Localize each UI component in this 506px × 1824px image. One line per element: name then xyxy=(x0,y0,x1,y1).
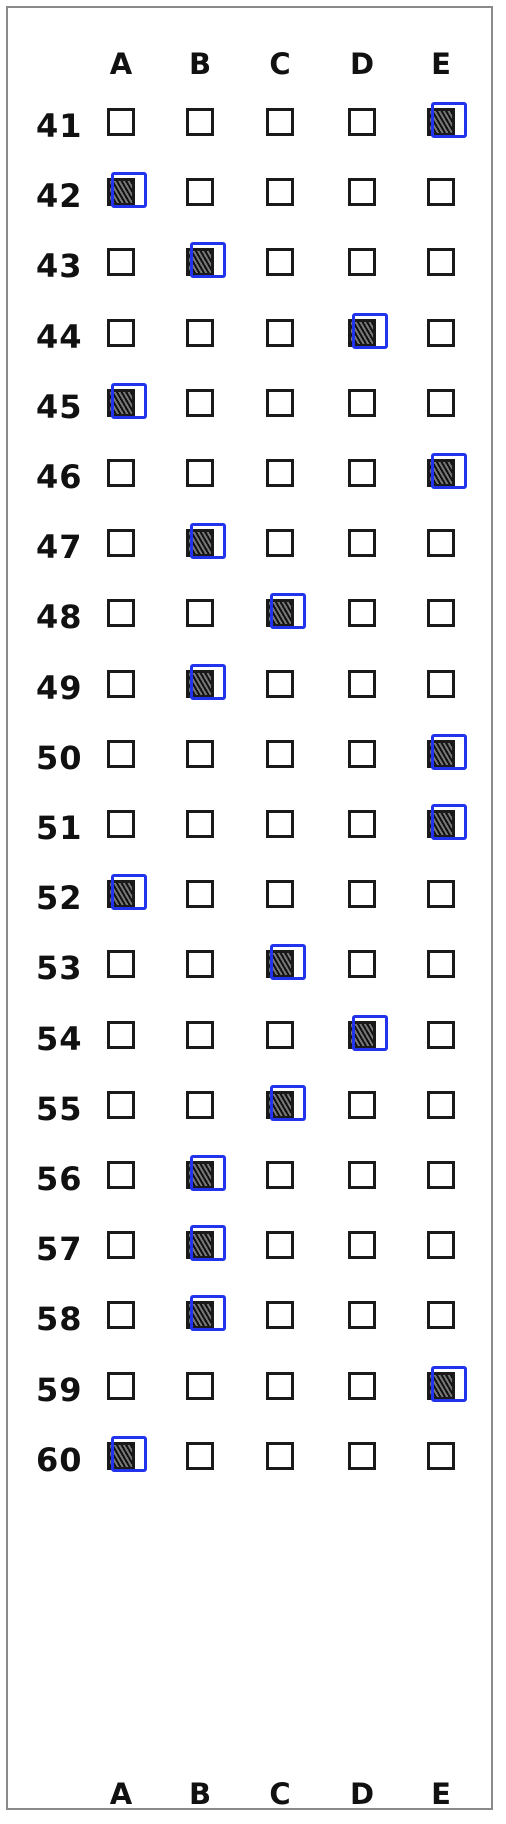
answer-bubble-e[interactable] xyxy=(427,319,455,347)
answer-bubble-b[interactable] xyxy=(186,1442,214,1470)
answer-bubble-e[interactable] xyxy=(427,529,455,557)
question-row xyxy=(0,1009,506,1069)
answer-bubble-b[interactable] xyxy=(186,1021,214,1049)
answer-bubble-e[interactable] xyxy=(427,950,455,978)
answer-bubble-a[interactable] xyxy=(107,740,135,768)
answer-bubble-d[interactable] xyxy=(348,178,376,206)
question-number: 59 xyxy=(36,1370,83,1409)
answer-bubble-b[interactable] xyxy=(186,389,214,417)
answer-bubble-d[interactable] xyxy=(348,1301,376,1329)
answer-bubble-c[interactable] xyxy=(266,810,294,838)
answer-bubble-c[interactable] xyxy=(266,389,294,417)
answer-bubble-e[interactable] xyxy=(427,740,455,768)
question-row xyxy=(0,1149,506,1209)
answer-bubble-e[interactable] xyxy=(427,389,455,417)
answer-bubble-b[interactable] xyxy=(186,529,214,557)
question-number: 42 xyxy=(36,177,83,216)
answer-bubble-e[interactable] xyxy=(427,1301,455,1329)
answer-bubble-a[interactable] xyxy=(107,459,135,487)
question-row xyxy=(0,377,506,437)
column-label-e: E xyxy=(431,1777,451,1811)
question-row xyxy=(0,1430,506,1490)
question-row xyxy=(0,447,506,507)
answer-bubble-b[interactable] xyxy=(186,670,214,698)
answer-bubble-a[interactable] xyxy=(107,950,135,978)
answer-bubble-b[interactable] xyxy=(186,740,214,768)
answer-bubble-e[interactable] xyxy=(427,810,455,838)
answer-bubble-e[interactable] xyxy=(427,1442,455,1470)
column-label-c: C xyxy=(269,1777,291,1811)
question-row xyxy=(0,587,506,647)
answer-bubble-d[interactable] xyxy=(348,389,376,417)
answer-bubble-b[interactable] xyxy=(186,459,214,487)
answer-bubble-e[interactable] xyxy=(427,459,455,487)
answer-bubble-d[interactable] xyxy=(348,810,376,838)
answer-bubble-e[interactable] xyxy=(427,599,455,627)
answer-bubble-b[interactable] xyxy=(186,108,214,136)
answer-bubble-c[interactable] xyxy=(266,1091,294,1119)
answer-bubble-b[interactable] xyxy=(186,1231,214,1259)
question-number: 60 xyxy=(36,1440,83,1479)
answer-bubble-a[interactable] xyxy=(107,1091,135,1119)
answer-bubble-b[interactable] xyxy=(186,880,214,908)
answer-bubble-a[interactable] xyxy=(107,389,135,417)
question-row xyxy=(0,658,506,718)
answer-bubble-a[interactable] xyxy=(107,1021,135,1049)
column-label-a: A xyxy=(109,1777,133,1811)
question-row xyxy=(0,938,506,998)
answer-bubble-b[interactable] xyxy=(186,1301,214,1329)
answer-bubble-a[interactable] xyxy=(107,319,135,347)
answer-bubble-d[interactable] xyxy=(348,1091,376,1119)
question-number: 51 xyxy=(36,809,83,847)
column-label-e: E xyxy=(431,47,451,81)
answer-bubble-c[interactable] xyxy=(266,1301,294,1329)
answer-bubble-d[interactable] xyxy=(348,1231,376,1259)
question-number: 56 xyxy=(36,1160,83,1198)
answer-bubble-c[interactable] xyxy=(266,1161,294,1189)
question-number: 41 xyxy=(36,107,83,145)
answer-bubble-e[interactable] xyxy=(427,248,455,276)
question-number: 55 xyxy=(36,1089,83,1128)
column-label-b: B xyxy=(188,47,212,81)
answer-bubble-d[interactable] xyxy=(348,950,376,978)
answer-bubble-d[interactable] xyxy=(348,108,376,136)
answer-bubble-b[interactable] xyxy=(186,178,214,206)
answer-bubble-c[interactable] xyxy=(266,319,294,347)
answer-bubble-e[interactable] xyxy=(427,1231,455,1259)
question-row xyxy=(0,1079,506,1139)
answer-bubble-a[interactable] xyxy=(107,1231,135,1259)
answer-bubble-d[interactable] xyxy=(348,599,376,627)
answer-bubble-c[interactable] xyxy=(266,178,294,206)
answer-bubble-c[interactable] xyxy=(266,248,294,276)
question-number: 43 xyxy=(36,247,83,286)
answer-bubble-b[interactable] xyxy=(186,599,214,627)
question-number: 52 xyxy=(36,879,83,918)
answer-bubble-c[interactable] xyxy=(266,880,294,908)
answer-bubble-d[interactable] xyxy=(348,248,376,276)
question-number: 45 xyxy=(36,387,83,426)
column-label-b: B xyxy=(188,1777,212,1811)
question-row xyxy=(0,307,506,367)
answer-bubble-a[interactable] xyxy=(107,880,135,908)
answer-bubble-c[interactable] xyxy=(266,1372,294,1400)
answer-bubble-a[interactable] xyxy=(107,1372,135,1400)
answer-bubble-d[interactable] xyxy=(348,880,376,908)
question-row xyxy=(0,96,506,156)
answer-bubble-c[interactable] xyxy=(266,950,294,978)
answer-bubble-a[interactable] xyxy=(107,1301,135,1329)
question-row xyxy=(0,166,506,226)
question-number: 48 xyxy=(36,598,83,637)
answer-bubble-a[interactable] xyxy=(107,670,135,698)
answer-bubble-d[interactable] xyxy=(348,1372,376,1400)
answer-bubble-a[interactable] xyxy=(107,599,135,627)
question-row xyxy=(0,236,506,296)
answer-bubble-e[interactable] xyxy=(427,108,455,136)
question-number: 46 xyxy=(36,458,83,496)
question-row xyxy=(0,798,506,858)
answer-bubble-a[interactable] xyxy=(107,529,135,557)
question-number: 50 xyxy=(36,738,83,777)
question-number: 57 xyxy=(36,1230,83,1269)
answer-bubble-d[interactable] xyxy=(348,670,376,698)
answer-bubble-c[interactable] xyxy=(266,599,294,627)
answer-bubble-a[interactable] xyxy=(107,1161,135,1189)
answer-bubble-b[interactable] xyxy=(186,248,214,276)
answer-bubble-a[interactable] xyxy=(107,1442,135,1470)
column-label-d: D xyxy=(349,47,375,81)
question-row xyxy=(0,728,506,788)
question-row xyxy=(0,517,506,577)
question-number: 49 xyxy=(36,668,83,707)
column-label-c: C xyxy=(269,47,291,81)
answer-bubble-d[interactable] xyxy=(348,740,376,768)
question-number: 54 xyxy=(36,1019,83,1058)
answer-bubble-b[interactable] xyxy=(186,1161,214,1189)
answer-bubble-a[interactable] xyxy=(107,178,135,206)
answer-bubble-c[interactable] xyxy=(266,1442,294,1470)
answer-bubble-e[interactable] xyxy=(427,1021,455,1049)
column-header-top xyxy=(0,44,506,94)
answer-bubble-e[interactable] xyxy=(427,1161,455,1189)
answer-bubble-b[interactable] xyxy=(186,1372,214,1400)
answer-bubble-c[interactable] xyxy=(266,1231,294,1259)
column-label-d: D xyxy=(349,1777,375,1811)
answer-bubble-c[interactable] xyxy=(266,108,294,136)
answer-bubble-a[interactable] xyxy=(107,810,135,838)
answer-bubble-e[interactable] xyxy=(427,1091,455,1119)
answer-bubble-c[interactable] xyxy=(266,670,294,698)
answer-bubble-d[interactable] xyxy=(348,529,376,557)
answer-bubble-b[interactable] xyxy=(186,950,214,978)
answer-bubble-c[interactable] xyxy=(266,459,294,487)
answer-bubble-b[interactable] xyxy=(186,1091,214,1119)
question-number: 53 xyxy=(36,949,83,988)
answer-bubble-d[interactable] xyxy=(348,459,376,487)
answer-bubble-e[interactable] xyxy=(427,670,455,698)
question-row xyxy=(0,1289,506,1349)
answer-bubble-d[interactable] xyxy=(348,1161,376,1189)
question-row xyxy=(0,868,506,928)
answer-bubble-e[interactable] xyxy=(427,1372,455,1400)
question-number: 47 xyxy=(36,528,83,567)
answer-bubble-b[interactable] xyxy=(186,319,214,347)
answer-bubble-c[interactable] xyxy=(266,529,294,557)
answer-bubble-a[interactable] xyxy=(107,248,135,276)
answer-bubble-c[interactable] xyxy=(266,1021,294,1049)
question-number: 44 xyxy=(36,317,83,356)
question-row xyxy=(0,1360,506,1420)
answer-bubble-e[interactable] xyxy=(427,880,455,908)
answer-bubble-d[interactable] xyxy=(348,1442,376,1470)
answer-bubble-b[interactable] xyxy=(186,810,214,838)
answer-bubble-d[interactable] xyxy=(348,1021,376,1049)
answer-bubble-e[interactable] xyxy=(427,178,455,206)
column-label-a: A xyxy=(109,47,133,81)
answer-bubble-a[interactable] xyxy=(107,108,135,136)
question-row xyxy=(0,1219,506,1279)
question-number: 58 xyxy=(36,1300,83,1339)
answer-bubble-d[interactable] xyxy=(348,319,376,347)
answer-bubble-c[interactable] xyxy=(266,740,294,768)
column-header-bottom xyxy=(0,1774,506,1824)
